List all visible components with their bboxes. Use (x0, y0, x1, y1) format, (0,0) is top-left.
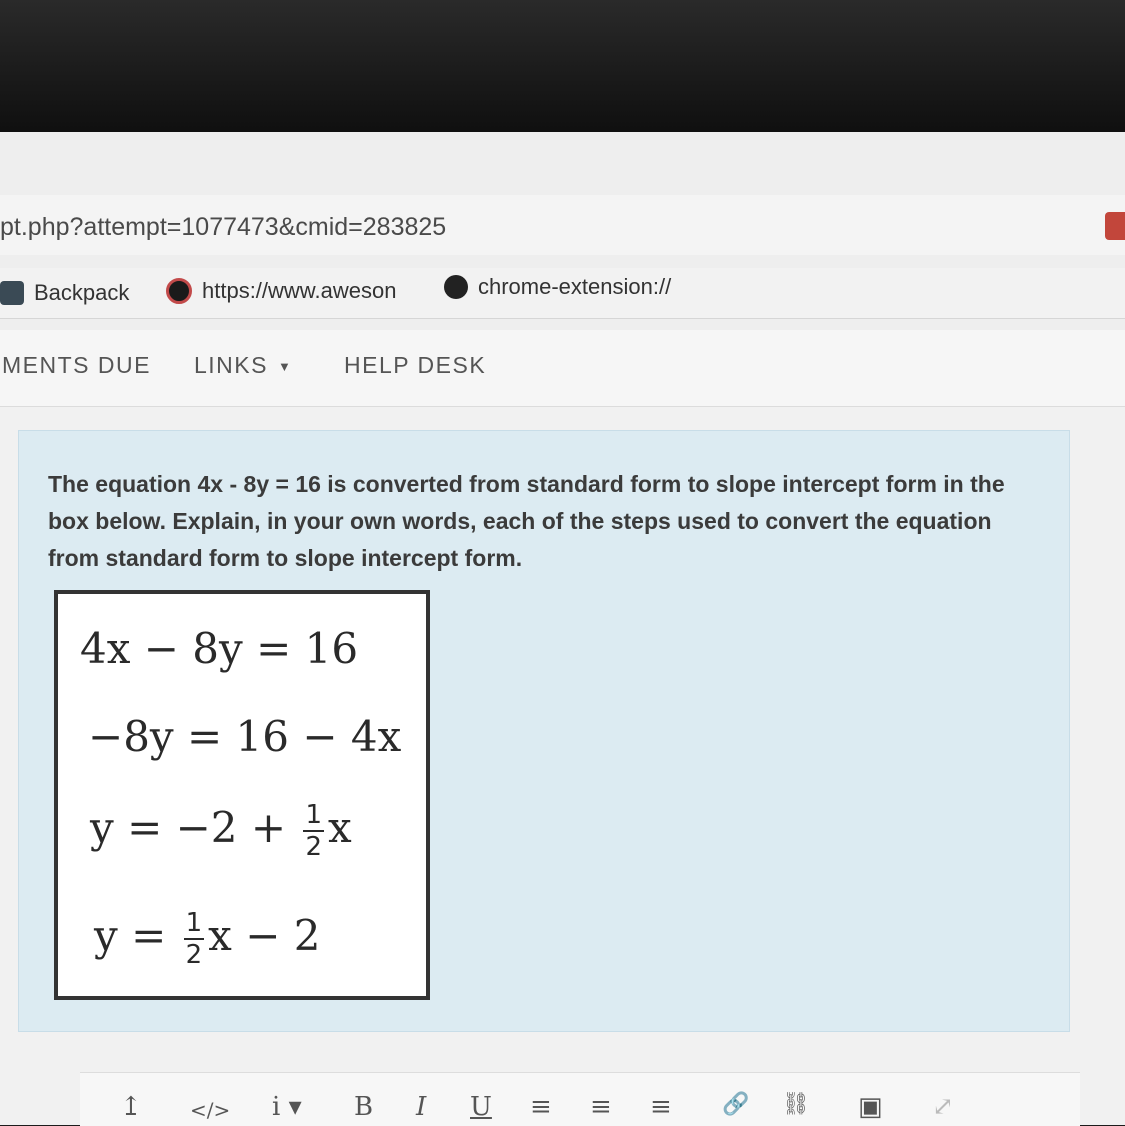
html-source-button[interactable]: </> (190, 1098, 231, 1122)
insert-image-button[interactable]: ▣ (858, 1092, 883, 1122)
bookmark-chrome-extension[interactable] (444, 274, 671, 300)
caret-down-icon: ▼ (277, 359, 293, 375)
equation-step-2: −8y = 16 − 4x (88, 712, 402, 761)
italic-button[interactable]: I (416, 1092, 427, 1122)
bookmark-label: chrome-extension:// (478, 274, 672, 299)
align-center-button[interactable]: ≡ (590, 1092, 612, 1122)
numerator: 1 (305, 800, 322, 830)
numerator: 1 (185, 908, 203, 938)
equation-part: x (327, 803, 352, 852)
link-button[interactable]: 🔗 (722, 1092, 750, 1117)
denominator: 2 (305, 832, 322, 862)
unlink-button[interactable]: ⛓ (782, 1092, 810, 1117)
equation-part: x − 2 (208, 911, 321, 960)
bookmark-label: https://www.aweson (202, 278, 397, 303)
extension-icon[interactable] (1105, 212, 1125, 240)
align-left-button[interactable]: ≡ (530, 1092, 552, 1122)
question-text: The equation 4x - 8y = 16 is converted from standard form to slope intercept form in the box below. Explain, in your own words, each of the steps used to convert the equation from standard form to slope intercept form. (48, 471, 1005, 571)
paragraph-style-button[interactable]: i ▾ (272, 1092, 302, 1122)
record-icon (166, 278, 192, 304)
fullscreen-button[interactable]: ⤢ (932, 1092, 954, 1122)
bookmark-awesome[interactable] (166, 278, 396, 304)
nav-links-label: LINKS (194, 352, 268, 378)
equation-part: y = (94, 911, 180, 960)
underline-button[interactable]: U (470, 1092, 492, 1122)
site-navbar (0, 330, 1125, 407)
equation-step-1: 4x − 8y = 16 (80, 624, 359, 673)
nav-help-desk[interactable]: HELP DESK (344, 352, 487, 378)
align-right-button[interactable]: ≡ (650, 1092, 672, 1122)
equation-step-3 (90, 800, 352, 862)
bookmark-label: Backpack (34, 280, 130, 305)
extension-icon (444, 275, 468, 299)
expand-toolbar-button[interactable]: ↥ (120, 1092, 142, 1122)
nav-links[interactable] (194, 352, 292, 379)
fraction (303, 800, 324, 862)
nav-assignments-due[interactable]: MENTS DUE (2, 352, 151, 378)
fraction (184, 908, 205, 970)
backpack-icon (0, 281, 24, 305)
bookmark-backpack[interactable] (0, 280, 129, 306)
denominator: 2 (185, 940, 203, 970)
bold-button[interactable]: B (354, 1092, 374, 1122)
equation-part: y = −2 + (90, 803, 300, 852)
equation-step-4 (94, 908, 320, 970)
monitor-bezel (0, 0, 1125, 140)
url-text[interactable]: pt.php?attempt=1077473&cmid=283825 (0, 213, 447, 241)
